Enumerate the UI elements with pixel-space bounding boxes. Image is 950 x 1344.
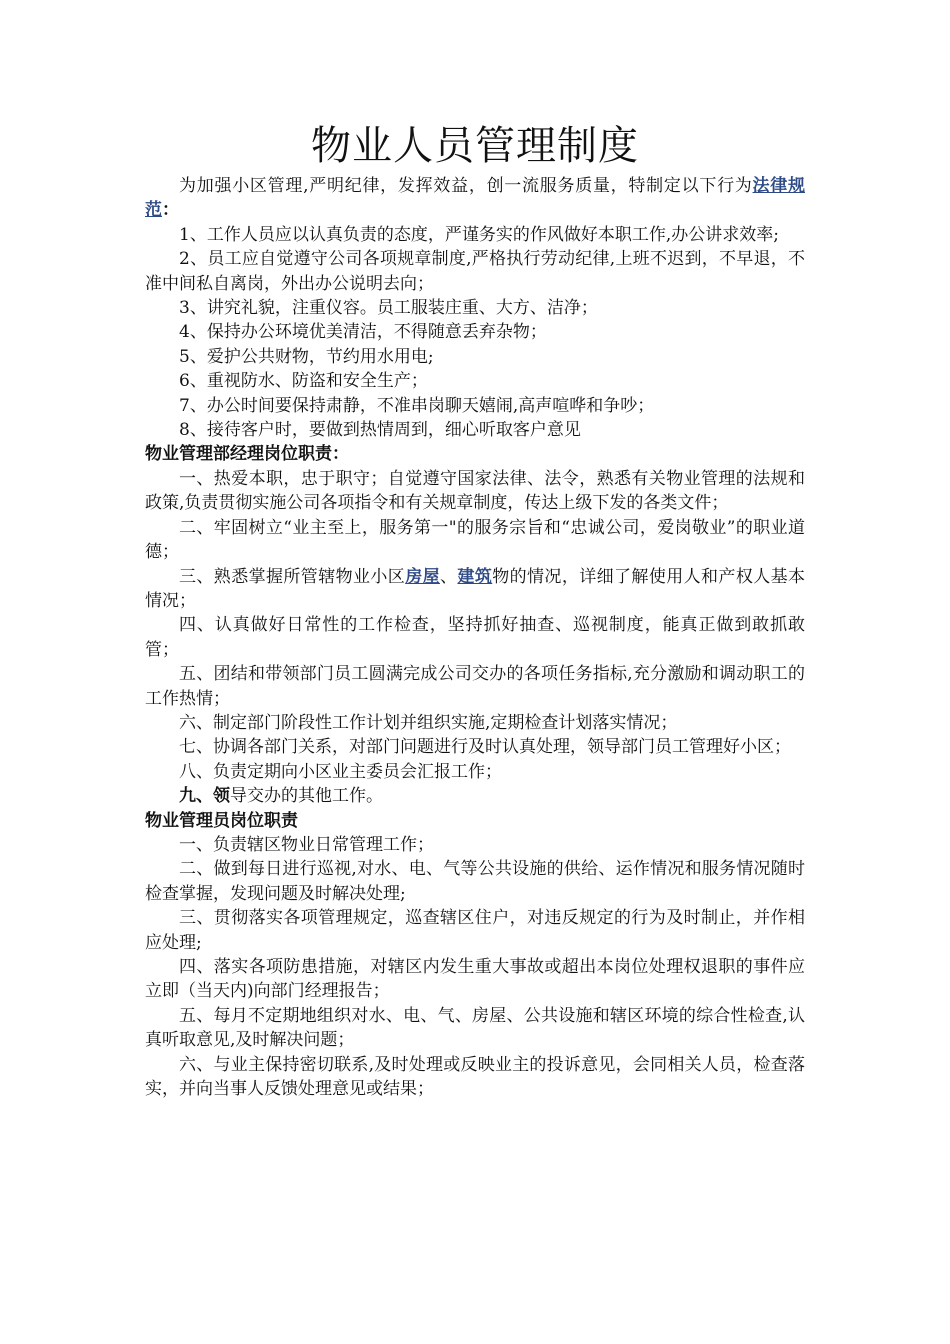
intro-text: 为加强小区管理,严明纪律，发挥效益，创一流服务质量，特制定以下行为 [179,176,753,196]
rule-item: 2、员工应自觉遵守公司各项规章制度,严格执行劳动纪律,上班不迟到，不早退，不准中间私自离岗，外出办公说明去向； [145,249,805,294]
intro-paragraph [145,174,805,223]
manager-duty-item [145,784,805,808]
duty3-suffix: 物的情况，详细了解使用人和产权人基本情况； [145,566,806,611]
staff-duties-heading: 物业管理员岗位职责 [145,810,298,831]
rule-item: 5、爱护公共财物，节约用水用电; [179,346,434,367]
intro-suffix: ： [162,200,179,221]
rule-item: 1、工作人员应以认真负责的态度，严谨务实的作风做好本职工作,办公讲求效率; [179,224,779,245]
legal-norms-link[interactable]: 法律规范 [145,176,806,221]
manager-duty-item: 二、牢固树立“业主至上，服务第一"的服务宗旨和“忠诚公司，爱岗敬业”的职业道德； [145,517,805,563]
staff-duty-item: 四、落实各项防患措施，对辖区内发生重大事故或超出本岗位处理权退职的事件应立即（当天内)向部门经理报告； [145,957,805,1002]
manager-duty-item: 六、制定部门阶段性工作计划并组织实施,定期检查计划落实情况； [179,712,678,733]
rule-item: 6、重视防水、防盗和安全生产； [179,371,428,392]
rule-item: 7、办公时间要保持肃静，不准串岗聊天嬉闹,高声喧哗和争吵； [179,395,655,416]
manager-duties-heading: 物业管理部经理岗位职责： [145,444,349,465]
manager-duty-item: 一、热爱本职，忠于职守；自觉遵守国家法律、法令，熟悉有关物业管理的法规和政策,负责贯彻实施公司各项指令和有关规章制度，传达上级下发的各类文件； [145,468,805,514]
rule-item: 8、接待客户时，要做到热情周到，细心听取客户意见 [179,420,581,441]
rule-item: 3、讲究礼貌，注重仪容。员工服装庄重、大方、洁净； [179,298,598,319]
duty9-rest: 导交办的其他工作。 [230,786,383,807]
staff-duty-item: 六、与业主保持密切联系,及时处理或反映业主的投诉意见，会同相关人员，检查落实，并向当事人反馈处理意见或结果； [145,1054,805,1100]
staff-duty-item: 二、做到每日进行巡视,对水、电、气等公共设施的供给、运作情况和服务情况随时检查掌握，发现问题及时解决处理; [145,859,805,904]
duty3-prefix: 三、熟悉掌握所管辖物业小区 [179,566,406,587]
staff-duty-item: 一、负责辖区物业日常管理工作； [179,834,434,855]
rule-item: 4、保持办公环境优美清洁，不得随意丢弃杂物； [179,322,547,343]
manager-duty-item: 四、认真做好日常性的工作检查，坚持抓好抽查、巡视制度，能真正做到敢抓敢管； [145,615,805,660]
staff-duty-item: 五、每月不定期地组织对水、电、气、房屋、公共设施和辖区环境的综合性检查,认真听取意见,及时解决问题； [145,1005,805,1051]
manager-duty-item [145,565,805,614]
duty9-bold: 九、领 [179,786,230,807]
staff-duty-item: 三、贯彻落实各项管理规定，巡查辖区住户，对违反规定的行为及时制止，并作相应处理; [145,908,805,953]
manager-duty-item: 七、协调各部门关系，对部门问题进行及时认真处理，领导部门员工管理好小区； [179,737,791,758]
housing-link[interactable]: 房屋 [405,566,441,587]
building-link[interactable]: 建筑 [457,566,493,587]
document-page [145,118,805,1101]
manager-duty-item: 五、团结和带领部门员工圆满完成公司交办的各项任务指标,充分激励和调动职工的工作热情； [145,664,805,709]
document-title: 物业人员管理制度 [311,123,639,169]
duty3-separator: 、 [440,566,458,587]
manager-duty-item: 八、负责定期向小区业主委员会汇报工作； [179,761,502,782]
